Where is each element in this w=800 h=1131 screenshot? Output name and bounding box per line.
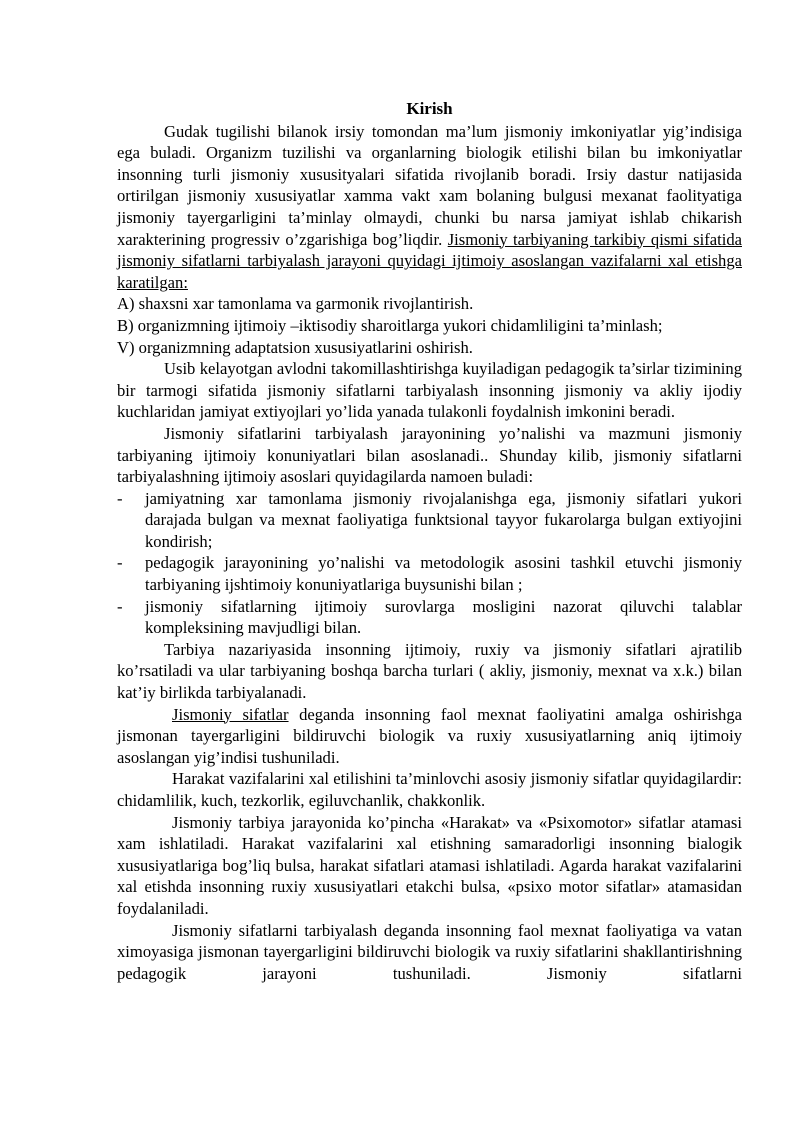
paragraph-education-theory: Tarbiya nazariyasida insonning ijtimoiy, ruxiy va jismoniy sifatlari ajratilib ko’rsatiladi va ular tarbiyaning boshqa barcha turlari ( akliy, jismoniy, mexnat va x.k.) bilan kat’iy birlikda tarbiyalanadi. xyxy=(117,639,742,703)
underlined-statement: Jismoniy tarbiyaning tarkibiy qismi sifatida jismoniy sifatlarni tarbiyalash jarayoni quyidagi ijtimoiy asoslangan vazifalarni xal etishga karatilgan: xyxy=(117,229,742,292)
list-item xyxy=(117,552,742,595)
dash-marker: - xyxy=(117,488,123,508)
paragraph-definition xyxy=(117,704,742,769)
task-item-a: A) shaxsni xar tamonlama va garmonik rivojlantirish. xyxy=(117,294,474,314)
dash-marker: - xyxy=(117,553,123,573)
paragraph-basic-qualities: Harakat vazifalarini xal etilishini ta’minlovchi asosiy jismoniy sifatlar quyidagilardir: chidamlilik, kuch, tezkorlik, egiluvchanlik, chakkonlik. xyxy=(117,769,742,810)
paragraph-social-foundations: Jismoniy sifatlarini tarbiyalash jarayonining yo’nalishi va mazmuni jismoniy tarbiyaning ijtimoiy konuniyatlari bilan asoslanadi.. Shunday kilib, jismoniy sifatlarni tarbiyalashning ijtimoiy asoslari quyidagilarda namoen buladi: xyxy=(117,423,742,487)
intro-paragraph xyxy=(117,121,742,294)
list-item-text: pedagogik jarayonining yo’nalishi va metodologik asosini tashkil etuvchi jismoniy tarbiyaning ijshtimoiy konuniyatlariga buysunishi bilan ; xyxy=(145,553,742,595)
document-page xyxy=(117,98,742,984)
task-item-v: V) organizmning adaptatsion xususiyatlarini oshirish. xyxy=(117,337,473,357)
list-item xyxy=(117,488,742,553)
dash-marker: - xyxy=(117,596,123,616)
list-item-text: jismoniy sifatlarning ijtimoiy surovlarga mosligini nazorat qiluvchi talablar kompleksining mavjudligi bilan. xyxy=(145,596,742,638)
defined-term: Jismoniy sifatlar xyxy=(172,704,289,724)
list-item-text: jamiyatning xar tamonlama jismoniy rivojalanishga ega, jismoniy sifatlari yukori darajada bulgan va mexnat faoliyatiga funktsional tayyor fukarolarga bulgan extiyojini kondirish; xyxy=(145,488,742,551)
paragraph-pedagogical-influence: Usib kelayotgan avlodni takomillashtirishga kuyiladigan pedagogik ta’sirlar tizimining bir tarmogi sifatida jismoniy sifatlarni tarbiyalash insonning jismoniy va akliy ijodiy kuchlaridan jamiyat extiyojlari yo’lida yanada tulakonli foydalnish imkonini beradi. xyxy=(117,359,742,422)
intro-text: Gudak tugilishi bilanok irsiy tomondan ma’lum jismoniy imkoniyatlar yig’indisiga ega buladi. Organizm tuzilishi va organlarning biologik etilishi bilan bu imkoniyatlar insonning turli jismoniy xususityalari sifatida rivojlanib boradi. Irsiy dastur natijasida ortirilgan jismoniy xususiyatlar xamma vakt xam bolaning bulgusi mexanat faolityatiga jismoniy tayergarligini ta’minlay olmaydi, chunki bu narsa jamiyat ishlab chikarish xarakterining progressiv o’zgarishiga bog’liqdir. xyxy=(117,121,742,249)
task-item-b: B) organizmning ijtimoiy –iktisodiy sharoitlarga yukori chidamliligini ta’minlash; xyxy=(117,315,663,335)
paragraph-psychomotor: Jismoniy tarbiya jarayonida ko’pincha «Harakat» va «Psixomotor» sifatlar atamasi xam ishlatiladi. Harakat vazifalarini xal etishning samaradorligi insonning bialogik xususiyatlariga bog’liq bulsa, harakat sifatlari atamasi ishlatiladi. Agarda harakat vazifalarini xal etishda insonning ruxiy xususiyatlari etakchi bulsa, «psixo motor sifatlar» atamasidan foydalaniladi. xyxy=(117,812,742,918)
social-foundations-list xyxy=(117,488,742,639)
definition-text: deganda insonning faol mexnat faoliyatini amalga oshirishga jismonan tayergarligini bildiruvchi biologik va ruxiy xususiyatlarning aniq ijtimoiy asoslangan yig’indisi tushuniladi. xyxy=(117,704,742,767)
paragraph-upbringing-definition: Jismoniy sifatlarni tarbiyalash deganda insonning faol mexnat faoliyatiga va vatan ximoyasiga jismonan tayergarligini bildiruvchi biologik va ruxiy sifatlarini shakllantirishning pedagogik jarayoni tushuniladi. Jismoniy sifatlarni xyxy=(117,920,742,983)
list-item xyxy=(117,596,742,639)
page-title: Kirish xyxy=(406,99,453,118)
